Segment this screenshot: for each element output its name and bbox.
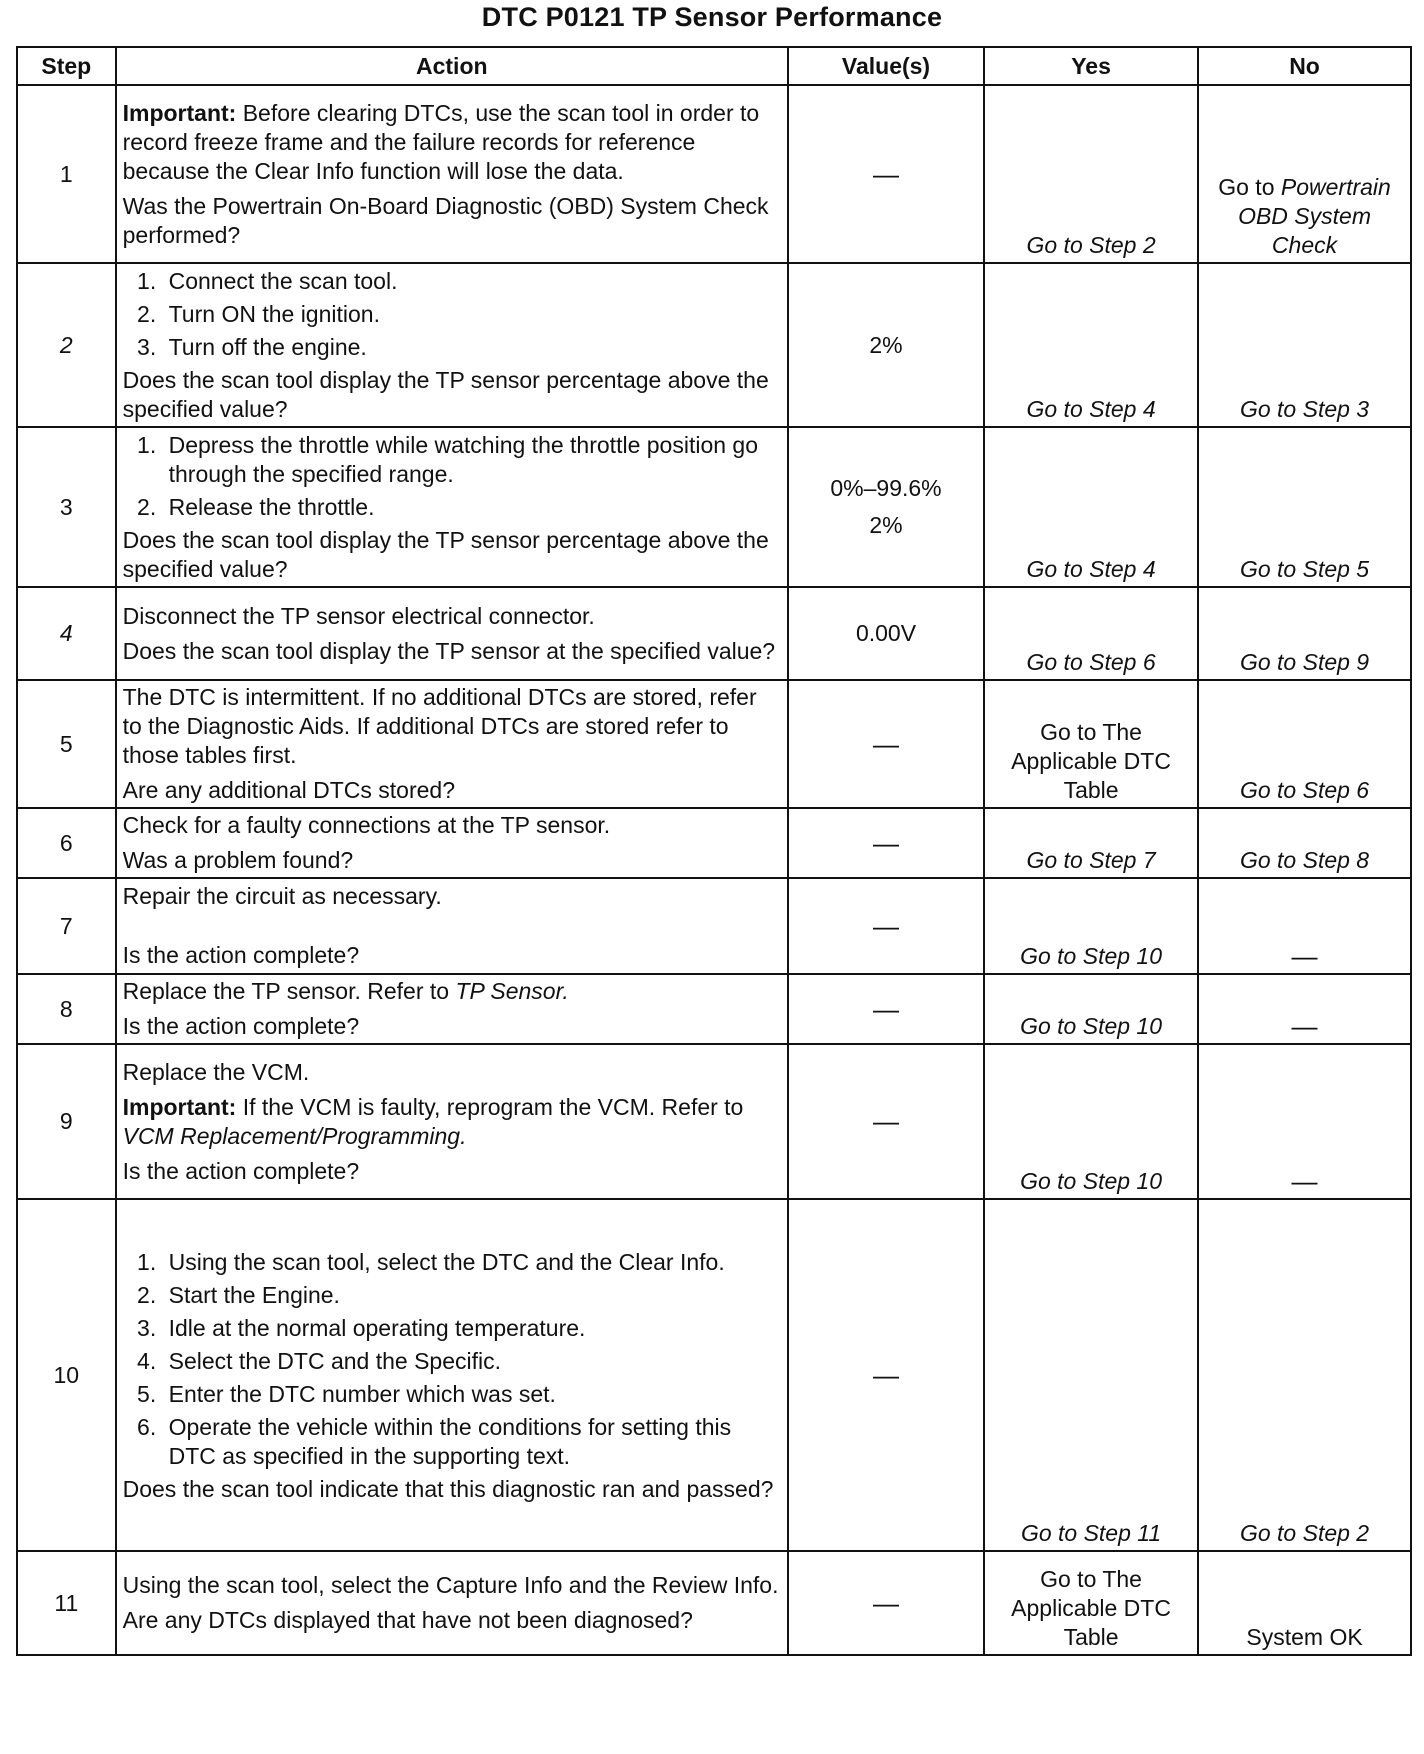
action-text: Replace the VCM.: [122, 1058, 310, 1085]
list-item: 1. Depress the throttle while watching the throttle position go through the specified range.: [163, 431, 781, 489]
value-range: 0%–99.6%: [830, 475, 942, 501]
value-cell: —: [788, 1044, 984, 1199]
step-number: 6: [17, 808, 116, 878]
action-cell: [116, 680, 788, 808]
important-text: If the VCM is faulty, reprogram the VCM. Refer to: [242, 1093, 744, 1120]
table-row: [17, 587, 1411, 680]
action-question: Was the Powertrain On-Board Diagnostic (OBD) System Check performed?: [122, 192, 769, 248]
action-question: Was a problem found?: [122, 847, 354, 873]
yes-cell: Go to Step 11: [984, 1199, 1198, 1551]
header-yes: Yes: [984, 47, 1198, 85]
list-item: 2. Start the Engine.: [163, 1281, 781, 1310]
yes-cell: Go to The Applicable DTC Table: [984, 680, 1198, 808]
value-release: 2%: [869, 512, 903, 538]
list-item: 2. Release the throttle.: [163, 493, 781, 522]
action-question: Is the action complete?: [122, 1013, 360, 1039]
no-prefix: Go to: [1218, 174, 1275, 200]
yes-cell: Go to Step 10: [984, 878, 1198, 974]
no-cell: [1198, 85, 1411, 263]
no-cell: Go to Step 3: [1198, 263, 1411, 427]
list-item: 1. Using the scan tool, select the DTC and the Clear Info.: [163, 1248, 781, 1277]
step-number: 5: [17, 680, 116, 808]
action-text: Check for a faulty connections at the TP sensor.: [122, 812, 611, 838]
no-cell: Go to Step 8: [1198, 808, 1411, 878]
step-number: 3: [17, 427, 116, 587]
action-question: Are any additional DTCs stored?: [122, 777, 455, 803]
action-text: Using the scan tool, select the Capture Info and the Review Info.: [122, 1572, 779, 1598]
list-item: 3. Turn off the engine.: [163, 333, 781, 362]
list-item: 5. Enter the DTC number which was set.: [163, 1380, 781, 1409]
action-cell: [116, 808, 788, 878]
step-number: 2: [17, 263, 116, 427]
yes-cell: Go to Step 2: [984, 85, 1198, 263]
diagnostic-table: [16, 46, 1412, 1656]
list-item: 3. Idle at the normal operating temperature.: [163, 1314, 781, 1343]
important-label: Important:: [122, 99, 237, 126]
action-question: Does the scan tool display the TP sensor percentage above the specified value?: [122, 367, 769, 422]
list-item: 4. Select the DTC and the Specific.: [163, 1347, 781, 1376]
page-title: DTC P0121 TP Sensor Performance: [481, 2, 943, 32]
header-no: No: [1198, 47, 1411, 85]
action-cell: [116, 263, 788, 427]
table-row: [17, 427, 1411, 587]
table-row: [17, 680, 1411, 808]
list-item: 2. Turn ON the ignition.: [163, 300, 781, 329]
important-text: Before clearing DTCs, use the scan tool in order to record freeze frame and the failure records for reference because the Clear Info function will lose the data.: [122, 99, 760, 184]
action-prefix: Replace the TP sensor. Refer to: [122, 978, 450, 1004]
value-cell: —: [788, 878, 984, 974]
value-cell: 0.00V: [788, 587, 984, 680]
action-question: Does the scan tool indicate that this diagnostic ran and passed?: [122, 1475, 774, 1502]
yes-cell: Go to Step 7: [984, 808, 1198, 878]
value-cell: —: [788, 1199, 984, 1551]
yes-cell: Go to Step 10: [984, 1044, 1198, 1199]
step-number: 4: [17, 587, 116, 680]
yes-cell: Go to Step 10: [984, 974, 1198, 1044]
action-text: Repair the circuit as necessary.: [122, 883, 442, 909]
action-cell: [116, 587, 788, 680]
action-cell: [116, 974, 788, 1044]
action-cell: [116, 1044, 788, 1199]
list-item: 1. Connect the scan tool.: [163, 267, 781, 296]
action-question: Is the action complete?: [122, 1157, 360, 1184]
list-item: 6. Operate the vehicle within the conditions for setting this DTC as specified in the supporting text.: [163, 1413, 781, 1471]
step-number: 10: [17, 1199, 116, 1551]
action-text: Disconnect the TP sensor electrical connector.: [122, 602, 595, 629]
table-row: [17, 878, 1411, 974]
header-values: Value(s): [788, 47, 984, 85]
table-row: [17, 974, 1411, 1044]
step-number: 9: [17, 1044, 116, 1199]
no-cell: System OK: [1198, 1551, 1411, 1655]
step-number: 1: [17, 85, 116, 263]
action-question: Is the action complete?: [122, 942, 360, 968]
no-cell: —: [1198, 1044, 1411, 1199]
table-row: [17, 1551, 1411, 1655]
action-question: Are any DTCs displayed that have not been diagnosed?: [122, 1607, 693, 1633]
table-row: [17, 1044, 1411, 1199]
action-text: The DTC is intermittent. If no additional DTCs are stored, refer to the Diagnostic Aids. If additional DTCs are stored refer to those tables first.: [122, 684, 757, 768]
value-cell: —: [788, 974, 984, 1044]
value-cell: [788, 427, 984, 587]
table-row: [17, 808, 1411, 878]
value-cell: —: [788, 1551, 984, 1655]
action-cell: [116, 1199, 788, 1551]
step-number: 11: [17, 1551, 116, 1655]
no-cell: Go to Step 6: [1198, 680, 1411, 808]
table-row: [17, 1199, 1411, 1551]
action-list: [123, 1248, 781, 1471]
action-question: Does the scan tool display the TP sensor percentage above the specified value?: [122, 527, 769, 582]
table-row: [17, 263, 1411, 427]
action-list: [123, 267, 781, 362]
header-action: Action: [116, 47, 788, 85]
header-step: Step: [17, 47, 116, 85]
value-cell: —: [788, 808, 984, 878]
action-cell: [116, 85, 788, 263]
no-cell: Go to Step 2: [1198, 1199, 1411, 1551]
value-cell: —: [788, 85, 984, 263]
value-cell: 2%: [788, 263, 984, 427]
table-row: [17, 85, 1411, 263]
yes-cell: Go to Step 4: [984, 263, 1198, 427]
no-cell: —: [1198, 974, 1411, 1044]
yes-cell: Go to Step 6: [984, 587, 1198, 680]
step-number: 8: [17, 974, 116, 1044]
tp-sensor-link: TP Sensor.: [455, 978, 569, 1004]
action-cell: [116, 1551, 788, 1655]
action-cell: [116, 878, 788, 974]
action-cell: [116, 427, 788, 587]
yes-cell: Go to The Applicable DTC Table: [984, 1551, 1198, 1655]
vcm-programming-link: VCM Replacement/Programming.: [122, 1122, 467, 1149]
no-cell: —: [1198, 878, 1411, 974]
action-text: [123, 977, 781, 1006]
yes-cell: Go to Step 4: [984, 427, 1198, 587]
no-cell: Go to Step 5: [1198, 427, 1411, 587]
value-cell: —: [788, 680, 984, 808]
no-link: Powertrain OBD System Check: [1238, 174, 1391, 258]
table-header-row: [17, 47, 1411, 85]
step-number: 7: [17, 878, 116, 974]
important-label: Important:: [122, 1093, 237, 1120]
action-list: [123, 431, 781, 522]
no-cell: Go to Step 9: [1198, 587, 1411, 680]
action-question: Does the scan tool display the TP sensor at the specified value?: [122, 637, 776, 664]
